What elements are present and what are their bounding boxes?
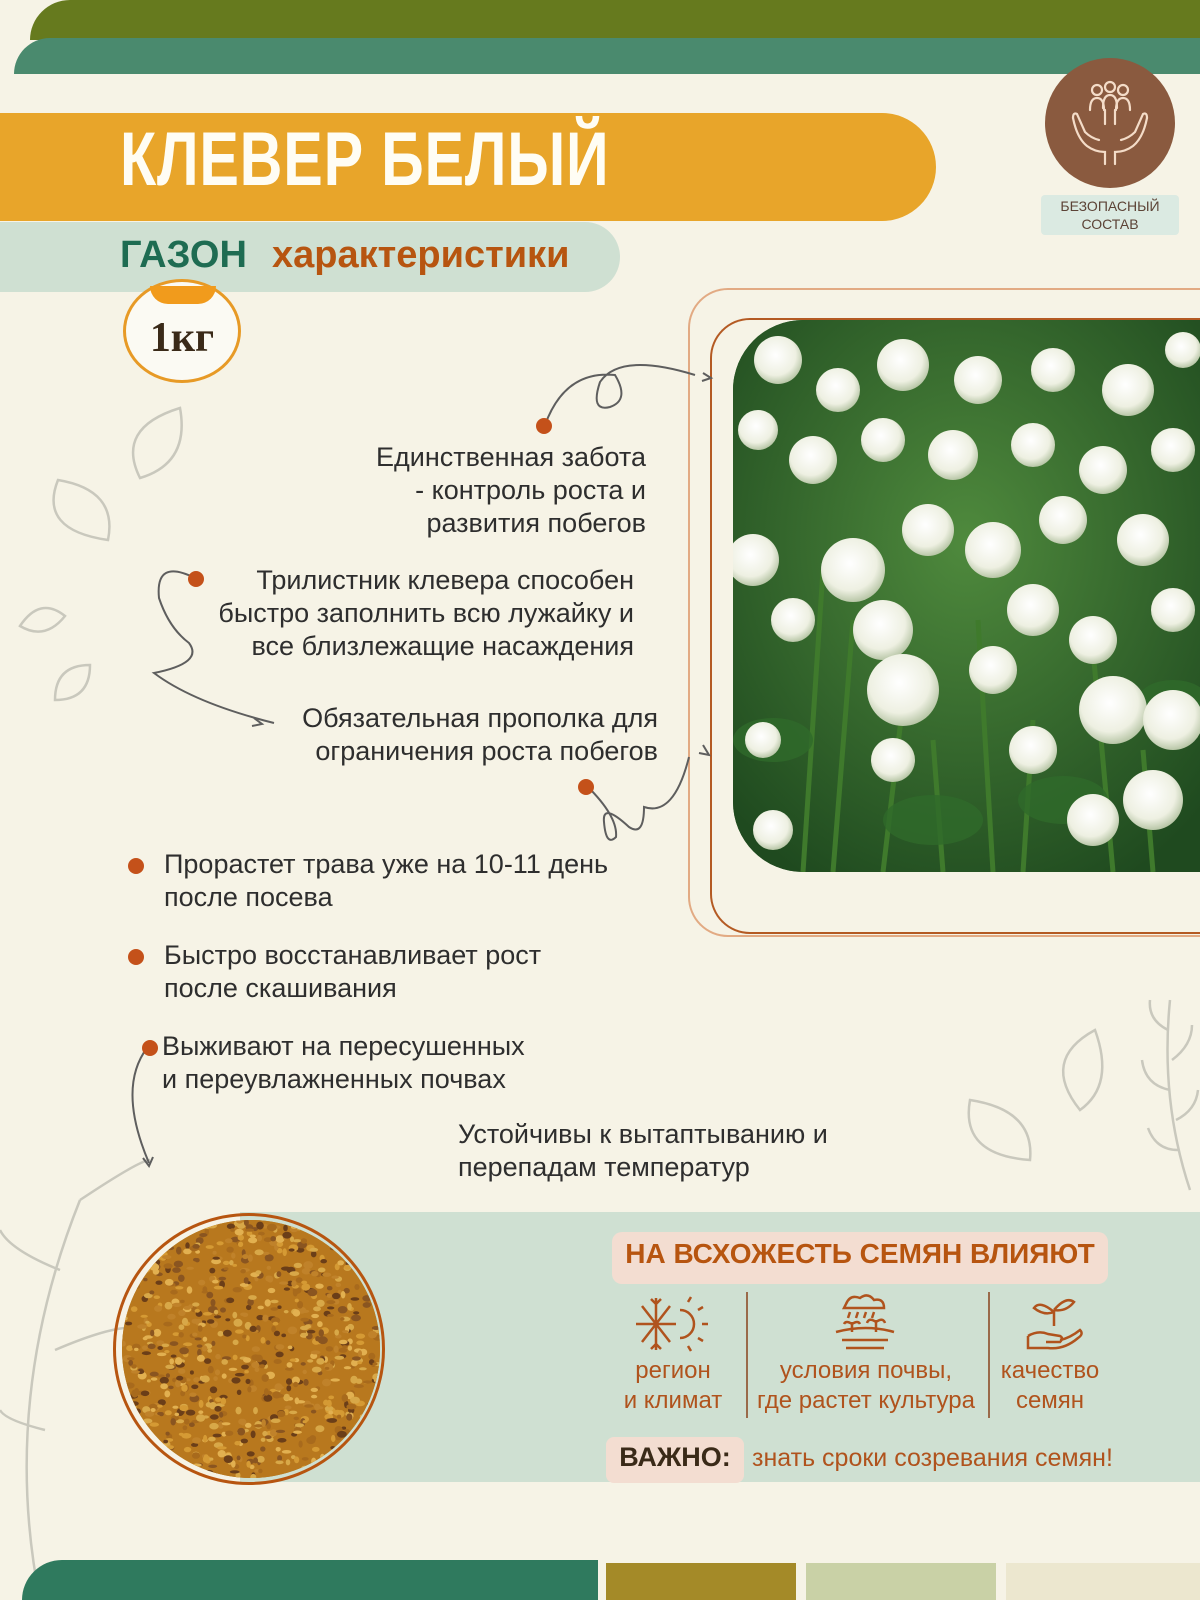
leaf-icon [969,1100,1031,1160]
branch-icon [1168,1000,1191,1190]
factor-soil: условия почвы, где растет культура [757,1357,975,1414]
climate-icon [632,1294,708,1354]
seeds-photo [122,1220,380,1478]
feature-bullet [128,949,144,965]
arrow-down [132,1048,149,1163]
callout-trefoil: Трилистник клевера способен быстро заполнить всю лужайку и все близлежащие насаждения [218,565,634,661]
soil-icon [832,1292,898,1356]
footer-band-olive [606,1563,796,1600]
category-label: ГАЗОН [120,234,247,276]
footer-band-sage [806,1563,996,1600]
factor-region: регион и климат [623,1357,723,1414]
callout-care: Единственная забота - контроль роста и развития побегов [376,442,646,538]
feature-item: Устойчивы к вытаптыванию и перепадам температур [458,1119,828,1182]
subtitle-label: характеристики [272,234,570,276]
leaf-icon [133,408,182,478]
leaf-icon [55,665,90,700]
feature-item: Быстро восстанавливает рост после скашивания [164,940,542,1003]
factor-divider [988,1292,990,1418]
feature-bullet [142,1040,158,1056]
callout-dot [536,418,552,434]
leaf-icon [1063,1030,1102,1110]
leaf-icon [20,608,65,632]
page-title: КЛЕВЕР БЕЛЫЙ [120,117,610,202]
factor-divider [746,1292,748,1418]
important-text: знать сроки созревания семян! [752,1444,1113,1472]
footer-band-green [22,1560,598,1600]
callout-dot [188,571,204,587]
feature-item: Прорастет трава уже на 10-11 день после посева [164,849,609,912]
arrow-to-photo [545,365,695,425]
arrow-to-photo-2 [588,757,689,840]
leaf-icon [54,480,110,540]
callout-dot [578,779,594,795]
safe-badge-label: БЕЗОПАСНЫЙ СОСТАВ [1041,195,1179,235]
footer-band-cream [1006,1563,1200,1600]
factor-quality: качество семян [1000,1357,1100,1414]
feature-bullet [128,858,144,874]
callout-weeding: Обязательная прополка для ограничения роста побегов [302,703,658,766]
germination-heading: НА ВСХОЖЕСТЬ СЕМЯН ВЛИЯЮТ [625,1238,1095,1269]
important-label: ВАЖНО: [619,1442,731,1472]
feature-item: Выживают на пересушенных и переувлажненных почвах [162,1031,525,1094]
seedling-hand-icon [1022,1292,1088,1356]
weight-label: 1кг [149,315,215,361]
